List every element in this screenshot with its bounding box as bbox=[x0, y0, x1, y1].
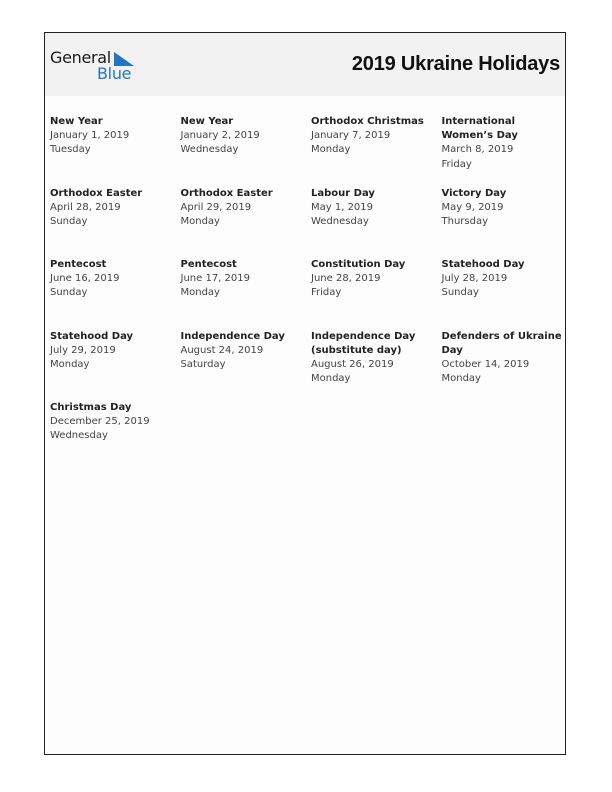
holiday-weekday: Monday bbox=[311, 373, 351, 385]
holiday-weekday: Monday bbox=[50, 358, 90, 370]
holiday-date: June 17, 2019 bbox=[180, 273, 250, 285]
holiday-weekday: Friday bbox=[441, 158, 472, 170]
holiday-item bbox=[442, 115, 565, 187]
holiday-date: July 28, 2019 bbox=[441, 273, 508, 285]
holiday-name: Orthodox Christmas bbox=[311, 116, 424, 127]
holiday-item bbox=[50, 258, 181, 330]
holiday-name: Orthodox Easter bbox=[50, 187, 143, 199]
holiday-item bbox=[50, 330, 181, 402]
page-frame bbox=[44, 32, 566, 755]
holiday-weekday: Monday bbox=[180, 287, 220, 299]
holiday-weekday: Wednesday bbox=[50, 430, 108, 442]
holiday-date: January 1, 2019 bbox=[50, 130, 130, 142]
holiday-item bbox=[442, 258, 565, 330]
holiday-date: March 8, 2019 bbox=[441, 144, 514, 156]
holiday-date: April 29, 2019 bbox=[180, 201, 252, 213]
logo-word-blue: Blue bbox=[97, 64, 132, 83]
holiday-date: January 7, 2019 bbox=[311, 130, 391, 142]
logo-word-general: General bbox=[50, 48, 111, 67]
holiday-weekday: Wednesday bbox=[311, 215, 369, 227]
holiday-item bbox=[50, 115, 181, 187]
holiday-weekday: Saturday bbox=[180, 358, 226, 370]
holiday-item bbox=[442, 330, 565, 402]
holiday-date: January 2, 2019 bbox=[180, 130, 260, 142]
holiday-date: December 25, 2019 bbox=[50, 416, 150, 428]
holiday-weekday: Sunday bbox=[441, 287, 479, 299]
holiday-date: June 16, 2019 bbox=[50, 273, 120, 285]
holiday-item bbox=[442, 187, 565, 259]
holiday-name: Orthodox Easter bbox=[180, 187, 273, 199]
holiday-name: Pentecost bbox=[180, 259, 237, 270]
holiday-date: May 1, 2019 bbox=[311, 201, 374, 213]
holiday-name: Statehood Day bbox=[50, 330, 134, 342]
holiday-item bbox=[311, 115, 442, 187]
holiday-list bbox=[50, 115, 565, 473]
holiday-name: Christmas Day bbox=[50, 402, 132, 413]
page-title: 2019 Ukraine Holidays bbox=[351, 53, 560, 75]
header bbox=[45, 33, 565, 96]
brand-logo bbox=[50, 48, 140, 84]
holiday-weekday: Friday bbox=[311, 287, 342, 299]
holiday-item bbox=[50, 401, 181, 473]
holiday-name: Labour Day bbox=[311, 187, 375, 199]
holiday-weekday: Monday bbox=[441, 373, 481, 385]
holiday-item bbox=[181, 258, 312, 330]
holiday-name: Constitution Day bbox=[311, 259, 406, 270]
holiday-item bbox=[181, 187, 312, 259]
holiday-weekday: Monday bbox=[311, 144, 351, 156]
holiday-item bbox=[311, 187, 442, 259]
holiday-name: Defenders of Ukraine Day bbox=[441, 330, 562, 356]
holiday-name: Victory Day bbox=[441, 187, 507, 199]
holiday-date: May 9, 2019 bbox=[441, 201, 504, 213]
holiday-item bbox=[181, 330, 312, 402]
holiday-item bbox=[311, 258, 442, 330]
holiday-name: New Year bbox=[50, 116, 103, 127]
holiday-weekday: Sunday bbox=[50, 215, 88, 227]
holiday-weekday: Tuesday bbox=[50, 144, 91, 156]
holiday-date: October 14, 2019 bbox=[441, 358, 530, 370]
holiday-name: International Women’s Day bbox=[441, 116, 518, 142]
holiday-name: Statehood Day bbox=[441, 259, 525, 270]
holiday-weekday: Thursday bbox=[441, 215, 488, 227]
holiday-weekday: Wednesday bbox=[180, 144, 239, 156]
holiday-weekday: Monday bbox=[180, 215, 220, 227]
holiday-item bbox=[311, 330, 442, 402]
holiday-date: August 26, 2019 bbox=[311, 358, 394, 370]
holiday-date: April 28, 2019 bbox=[50, 201, 121, 213]
holiday-name: Pentecost bbox=[50, 259, 107, 270]
holiday-date: July 29, 2019 bbox=[50, 344, 116, 356]
holiday-weekday: Sunday bbox=[50, 287, 88, 299]
holiday-date: June 28, 2019 bbox=[311, 273, 381, 285]
holiday-name: Independence Day (substitute day) bbox=[311, 330, 416, 356]
holiday-item bbox=[50, 187, 181, 259]
holiday-item bbox=[181, 115, 312, 187]
holiday-name: New Year bbox=[180, 116, 234, 127]
holiday-date: August 24, 2019 bbox=[180, 344, 264, 356]
holiday-name: Independence Day bbox=[180, 330, 285, 342]
